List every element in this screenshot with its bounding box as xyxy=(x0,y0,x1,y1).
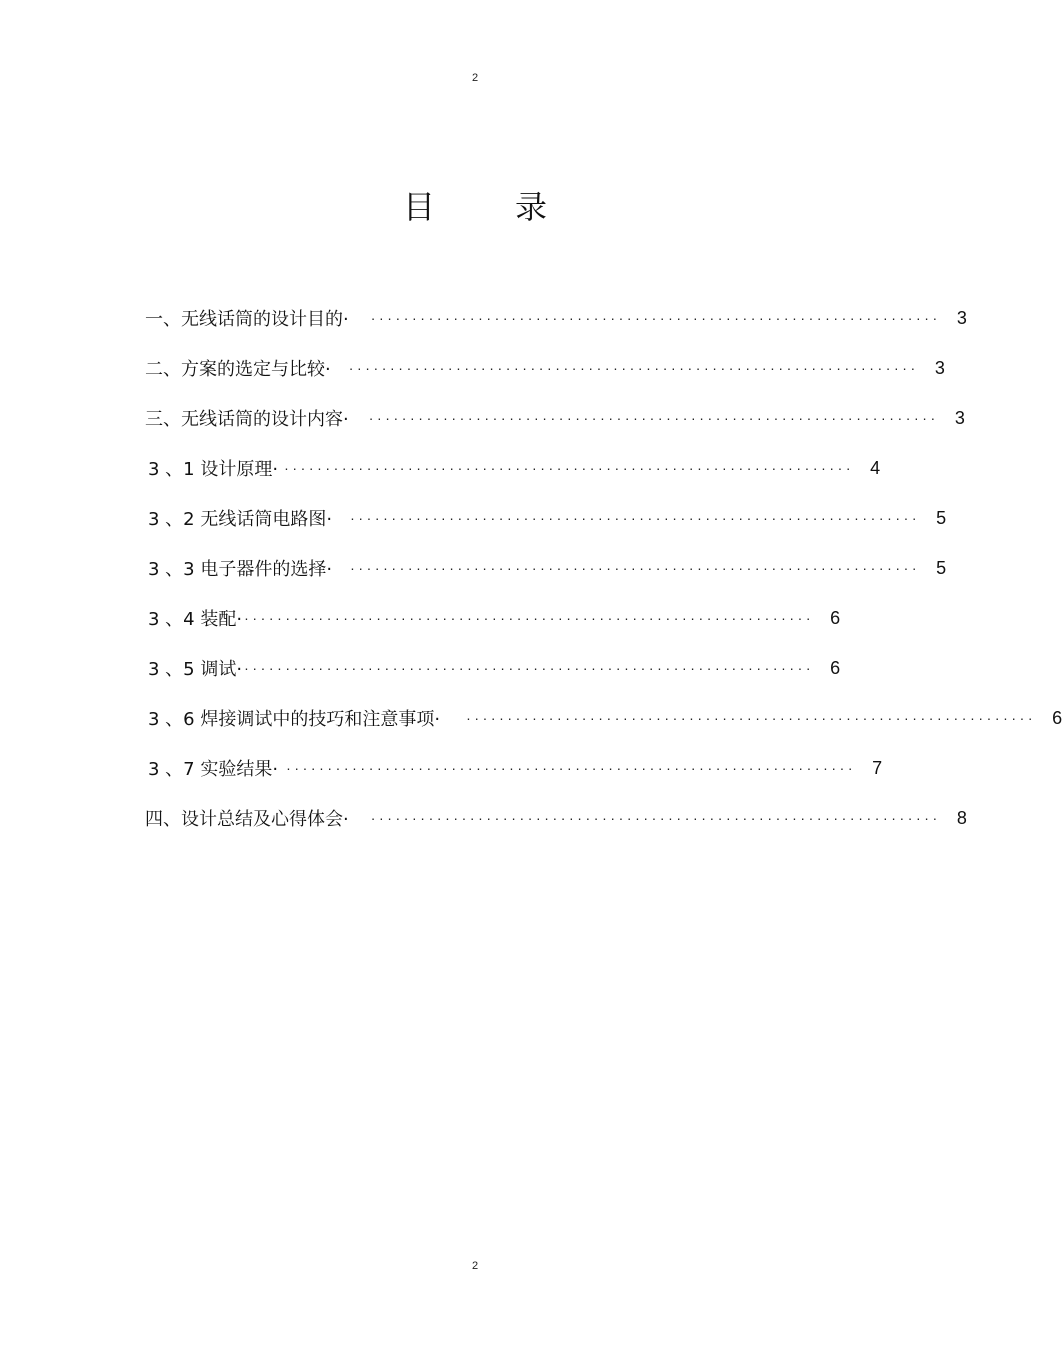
toc-entry-label: 三、无线话筒的设计内容· xyxy=(145,409,349,430)
toc-leader: ····································································· xyxy=(348,360,919,376)
toc-leader: ····································································· xyxy=(370,310,941,326)
toc-entry-9[interactable] xyxy=(148,705,1062,731)
toc-leader: ····································································· xyxy=(466,710,1037,726)
toc-entry-page: 3 xyxy=(934,357,945,378)
toc-entry-label: 一、无线话筒的设计目的· xyxy=(145,309,349,330)
toc-entry-label: 四、设计总结及心得体会· xyxy=(145,809,349,830)
toc-leader: ····································································· xyxy=(244,660,815,676)
toc-title-char-1: 目 xyxy=(402,188,435,226)
header-page-number: 2 xyxy=(471,72,479,84)
toc-entry-page: 6 xyxy=(830,657,841,678)
toc-entry-page: 4 xyxy=(870,457,881,478)
toc-entry-label: 3 、5 调试· xyxy=(148,659,243,680)
toc-entry-label: 3 、2 无线话筒电路图· xyxy=(148,509,333,530)
toc-entry-label: 3 、3 电子器件的选择· xyxy=(148,559,333,580)
toc-entry-label: 3 、4 装配· xyxy=(148,609,243,630)
toc-entry-page: 7 xyxy=(872,757,883,778)
toc-entry-3[interactable] xyxy=(145,405,965,431)
toc-entry-label: 3 、6 焊接调试中的技巧和注意事项· xyxy=(148,709,441,730)
toc-entry-8[interactable] xyxy=(148,655,841,681)
toc-entry-page: 5 xyxy=(936,507,947,528)
toc-entry-page: 5 xyxy=(936,557,947,578)
toc-leader: ····································································· xyxy=(368,410,939,426)
toc-entry-5[interactable] xyxy=(148,505,947,531)
toc-leader: ····································································· xyxy=(286,760,857,776)
toc-entry-6[interactable] xyxy=(148,555,947,581)
toc-title-char-2: 录 xyxy=(515,188,548,226)
toc-leader: ····································································· xyxy=(244,610,815,626)
toc-entry-page: 8 xyxy=(956,807,967,828)
toc-entry-label: 3 、7 实验结果· xyxy=(148,759,279,780)
toc-entry-page: 6 xyxy=(1052,707,1062,728)
toc-entry-10[interactable] xyxy=(148,755,883,781)
toc-entry-2[interactable] xyxy=(145,355,945,381)
toc-entry-11[interactable] xyxy=(145,805,967,831)
toc-entry-page: 3 xyxy=(956,307,967,328)
toc-leader: ····································································· xyxy=(350,510,921,526)
toc-entry-1[interactable] xyxy=(145,305,967,331)
toc-leader: ····································································· xyxy=(350,560,921,576)
toc-entry-7[interactable] xyxy=(148,605,841,631)
toc-leader: ····································································· xyxy=(370,810,941,826)
toc-entry-page: 6 xyxy=(830,607,841,628)
footer-page-number: 2 xyxy=(471,1260,479,1272)
toc-entry-page: 3 xyxy=(954,407,965,428)
toc-leader: ····································································· xyxy=(284,460,855,476)
toc-entry-4[interactable] xyxy=(148,455,881,481)
toc-entry-label: 二、方案的选定与比较· xyxy=(145,359,331,380)
toc-entry-label: 3 、1 设计原理· xyxy=(148,459,279,480)
